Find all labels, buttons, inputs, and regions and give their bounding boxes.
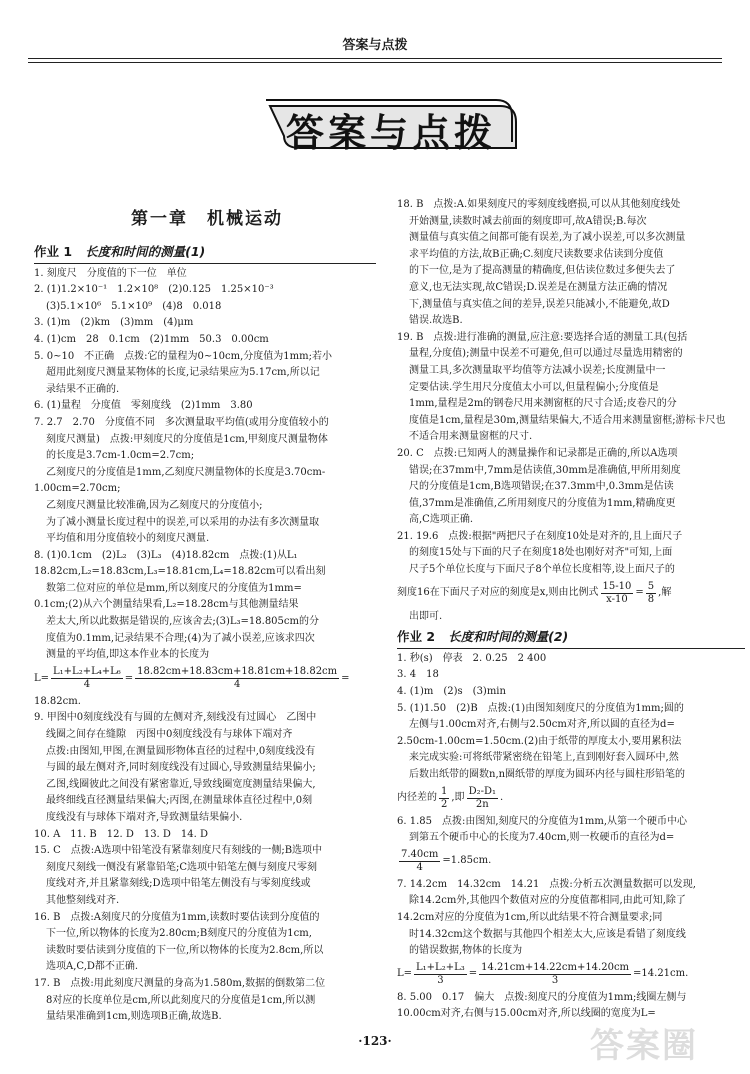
text-line: 尺子5个单位长度与下面尺子8个单位长度相等,设上面尺子的 [409,564,675,576]
text-line: 10. A 11. B 12. D 13. D 14. D [34,828,209,840]
text-line: 测量的平均值,即这本作业本的长度为 [46,649,210,661]
text-line: 的长度是3.7cm-1.0cm=2.7cm; [46,450,195,462]
text-line: 定要估读.学生用尺分度值太小可以,但量程偏小;分度值是 [409,381,659,393]
inner-diameter-formula [397,784,745,814]
fraction [479,962,631,987]
text-line: 其他整刻线对齐. [46,894,120,906]
section-title: 长度和时间的测量(1) [85,244,206,259]
numerator: 15-10 [602,581,632,593]
text-line: 开始测量,读数时减去前面的刻度即可,故A错误;B.每次 [409,215,647,227]
numerator: 5 [647,581,655,593]
text-line: 6. 1.85 点拨:由图知,刻度尺的分度值为1mm,从第一个硬币中心 [397,815,688,827]
text-line: 度线对齐,并且紧靠刻线;D选项中铅笔左侧没有与零刻度线或 [46,878,311,890]
text-line: 的错误数据,物体的长度为 [409,945,523,957]
text-line: 度值是1cm,量程是30m,测量结果偏大,不适合用来测量窗框;游标卡尺也 [409,414,726,426]
section-tag: 作业 2 [397,629,436,645]
ratio-formula [397,579,745,609]
text: =1.85cm. [442,855,492,867]
section-heading-2 [397,629,745,649]
text-line: 5. (1)1.50 (2)B 点拨:(1)由图知刻度尺的分度值为1mm;圆的 [397,702,684,714]
text-line: 量程,分度值);测量中误差不可避免,但可以通过尽量选用精密的 [409,348,683,360]
text-line: 4. (1)cm 28 0.1cm (2)1mm 50.3 0.00cm [34,333,269,345]
text-line: 后数出纸带的圈数n,n圈纸带的厚度为圆环内径与圆柱形铅笔的 [409,769,686,780]
text-line: 乙刻度尺测量比较准确,因为乙刻度尺的分度值小; [46,499,263,511]
formula-average [397,960,745,990]
text-line: 高,C选项正确. [409,514,474,526]
section-rule [397,648,745,649]
text-line: 值,37mm是准确值,乙所用刻度尺的分度值为1mm,精确度更 [409,497,676,509]
text-line: 错误;在37mm中,7mm是估读值,30mm是准确值,甲所用刻度 [409,464,681,476]
numerator: L₁+L₂+L₃ [416,962,465,974]
text-line: 14.2cm对应的分度值为1cm,所以此结果不符合测量要求;同 [397,911,663,923]
text-line: 量结果准确到1cm,则选项B正确,故选B. [46,1011,222,1023]
equals: = [468,968,478,980]
numerator: D₂-D₁ [468,786,496,798]
text-line: 5. 0~10 不正确 点拨:它的量程为0~10cm,分度值为1mm;若小 [34,350,332,362]
text-line: 不适合用来测量窗框的尺寸. [409,431,533,443]
answer-lines [397,609,745,626]
text-line: 平均值和用分度值较小的刻度尺测量. [46,533,210,545]
text-line: 19. B 点拨:进行准确的测量,应注意:要选择合适的测量工具(包括 [397,331,688,343]
text-line: 下,测量值与真实值之间的差异,误差只能减小,不能避免,故D [409,298,670,310]
fraction [135,666,339,691]
header-rule-thin [28,62,722,63]
text-line: 刻度尺测量) 点拨:甲刻度尺的分度值是1cm,甲刻度尺测量物体 [46,433,328,445]
numerator: L₁+L₂+L₄+L₆ [53,666,121,678]
text-line: 20. C 点拨:已知两人的测量操作和记录都是正确的,所以A选项 [397,447,678,459]
fraction [601,581,634,606]
text-line: 时14.32cm这个数据与其他四个相差太大,应该是看错了刻度线 [409,928,686,940]
text-line: 的刻度15处与下面的尺子在刻度18处也刚好对齐"可知,上面 [409,547,673,559]
text: ,解 [658,587,672,599]
text: 内径差的 [397,792,437,804]
text-line: 3. 4 18 [397,669,439,681]
text-line: 选项A,C,D都不正确. [46,961,139,973]
text-line: 0.1cm;(2)从六个测量结果看,L₂=18.28cm与其他测量结果 [34,599,299,611]
denominator: 2n [475,799,489,811]
text-line: 左侧与1.00cm对齐,右侧与2.50cm对齐,所以圆的直径为d= [409,719,675,731]
fraction [414,962,467,987]
denominator: 2 [441,799,448,811]
text-line: 9. 甲图中0刻度线没有与圆的左侧对齐,刻线没有过圆心 乙图中 [34,712,317,724]
section-rule [34,263,376,264]
denominator: 4 [233,679,241,691]
denominator: 8 [647,594,655,606]
text-line: 除14.2cm外,其他四个数值对应的分度值都相同,由此可知,除了 [409,895,686,907]
section-tag: 作业 1 [34,244,73,259]
text-line: 乙刻度尺的分度值是1mm,乙刻度尺测量物体的长度是3.70cm- [46,466,326,478]
text-line: 度线没有与球体下端对齐,导致测量结果偏小. [46,812,243,823]
equals: = [635,587,644,599]
title-banner [260,96,522,158]
answer-lines [397,651,745,784]
text-line: 下一位,所以物体的长度为2.80cm;B刻度尺的分度值为1cm, [46,928,312,940]
text-line: 17. B 点拨:用此刻度尺测量的身高为1.580m,数据的倒数第二位 [34,977,326,989]
text: ,即 [451,792,465,804]
text-line: 3. (1)m (2)km (3)mm (4)μm [34,317,194,329]
formula-lhs: L= [34,672,50,684]
text-line: 数第二位对应的单位是mm,所以刻度尺的分度值为1mm= [46,582,302,594]
left-column [34,240,376,1026]
denominator: 4 [83,679,91,691]
numerator: 7.40cm [401,849,439,861]
text-line: 测量值与真实值之间都可能有误差,为了减小误差,可以多次测量 [409,232,686,244]
fraction [646,581,656,606]
text-line: 乙图,线圈彼此之间没有紧密靠近,导致线圈宽度测量结果偏大, [46,778,316,790]
page-number: ·123· [358,1034,392,1048]
text-line: 2. (1)1.2×10⁻¹ 1.2×10⁸ (2)0.125 1.25×10⁻³ [34,284,274,296]
text-line: 18. B 点拨:A.如果刻度尺的零刻度线磨损,可以从其他刻度线处 [397,199,681,210]
text-line: 10.00cm对齐,右侧与15.00cm对齐,所以线圈的宽度为L= [397,1008,656,1020]
text-line: 1. 秒(s) 停表 2. 0.25 2 400 [397,652,547,664]
text-line: 读数时要估读到分度值的下一位,所以物体的长度为2.8cm,所以 [46,944,324,956]
text-line: 2.50cm-1.00cm=1.50cm.(2)由于纸带的厚度太小,要用累积法 [397,735,682,747]
text-line: 来完成实验:可将纸带紧密绕在铅笔上,直到刚好套入圆环中,然 [409,752,679,764]
text-line: 最终细线直径测量结果偏大;丙图,在测量球体直径过程中,0刻 [46,795,313,807]
text-line: 到第五个硬币中心的长度为7.40cm,则一枚硬币的直径为d= [409,832,675,844]
answer-lines [34,694,376,1026]
numerator: 1 [441,786,448,798]
text-line: 8对应的长度单位是cm,所以此刻度尺的分度值是1cm,所以测 [46,994,316,1006]
text-line: 1. 刻度尺 分度值的下一位 单位 [34,267,187,279]
running-title: 答案与点拨 [342,38,408,53]
right-column [397,197,745,1023]
fraction [467,786,498,811]
numerator: 18.82cm+18.83cm+18.81cm+18.82cm [137,666,338,678]
coin-formula [397,847,745,877]
watermark-logo: 答案圈 [590,1026,698,1066]
denominator: 3 [437,975,444,987]
formula-lhs: L= [397,968,413,980]
fraction [51,666,123,691]
text-line: 的下一位,是为了提高测量的精确度,但估读位数过多便失去了 [409,265,676,277]
section-heading-1 [34,244,376,264]
text-line: 7. 14.2cm 14.32cm 14.21 点拨:分析五次测量数据可以发现, [397,878,696,890]
text-line: 21. 19.6 点拨:根据"两把尺子在刻度10处是对齐的,且上面尺子 [397,530,683,542]
section-title: 长度和时间的测量(2) [448,629,569,645]
text: 刻度16在下面尺子对应的刻度是x,则由比例式 [397,587,599,599]
answer-lines [34,266,376,664]
text-line: 为了减小测量长度过程中的误差,可以采用的办法有多次测量取 [46,516,320,528]
text-line: 错误.故选B. [409,315,463,327]
text-line: 4. (1)m (2)s (3)min [397,686,506,698]
text-line: 16. B 点拨:A刻度尺的分度值为1mm,读数时要估读到分度值的 [34,911,320,923]
text-line: 测量工具,多次测量取平均值等方法减小误差;长度测量中一 [409,364,666,376]
fraction [399,849,440,874]
banner-title: 答案与点拨 [286,111,497,155]
text-line: 线圈之间存在缝隙 丙图中0刻度线没有与球体下端对齐 [46,729,293,741]
text-line: 6. (1)量程 分度值 零刻度线 (2)1mm 3.80 [34,400,253,412]
denominator: x-10 [606,594,628,606]
numerator: 14.21cm+14.22cm+14.20cm [481,962,630,974]
text-line: 差太大,所以此数据是错误的,应该舍去;(3)L₃=18.805cm的分 [46,616,319,628]
text-line: 18.82cm. [34,695,81,707]
fraction [439,786,449,811]
text: =14.21cm. [633,968,689,980]
text-line: 7. 2.7 2.70 分度值不同 多次测量取平均值(或用分度值较小的 [34,416,329,428]
text-line: 录结果不正确的. [46,383,120,395]
answer-lines [397,197,745,579]
text-line: 1mm,量程是2m的钢卷尺用来测窗框的尺寸合适;皮卷尺的分 [409,398,677,410]
text: . [500,792,504,804]
page-header [0,0,750,66]
denominator: 4 [416,862,423,874]
text-line: 意义,也无法实现,故C错误;D.误差是在测量方法正确的情况 [409,281,668,293]
text-line: 点拨:由图知,甲图,在测量圆形物体直径的过程中,0刻度线没有 [46,745,316,757]
answer-lines [397,814,745,847]
equals: = [124,672,134,684]
denominator: 3 [551,975,559,987]
text-line: 18.82cm,L₂=18.83cm,L₃=18.81cm,L₄=18.82cm可以看出刻 [34,566,326,578]
chapter-title: 第一章 机械运动 [131,209,283,229]
text-line: 出即可. [409,610,443,622]
text-line: 8. (1)0.1cm (2)L₂ (3)L₃ (4)18.82cm 点拨:(1)从L₁ [34,549,298,561]
answer-lines [397,877,745,960]
equals: = [341,672,350,684]
text-line: 与圆的最左侧对齐,同时刻度线没有过圆心,导致测量结果偏小; [46,762,316,774]
header-rule [28,58,722,59]
text-line: 尺的分度值是1cm,B选项错误;在37.3mm中,0.3mm是估读 [409,481,674,493]
text-line: 8. 5.00 0.17 偏大 点拨:刻度尺的分度值为1mm;线圈左侧与 [397,991,687,1003]
text-line: (3)5.1×10⁶ 5.1×10⁹ (4)8 0.018 [46,300,222,312]
text-line: 15. C 点拨:A选项中铅笔没有紧靠刻度尺有刻线的一侧;B选项中 [34,845,323,857]
text-line: 超用此刻度尺测量某物体的长度,记录结果应为5.17cm,所以记 [46,367,320,379]
text-line: 1.00cm=2.70cm; [34,483,121,495]
text-line: 刻度尺刻线一侧没有紧靠铅笔;C选项中铅笔左侧与刻度尺零刻 [46,861,318,873]
text-line: 求平均值的方法,故B正确;C.刻度尺读数要求估读到分度值 [409,248,664,260]
text-line: 度值为0.1mm,记录结果不合理;(4)为了减小误差,应该求四次 [46,632,315,644]
formula-length [34,664,376,694]
